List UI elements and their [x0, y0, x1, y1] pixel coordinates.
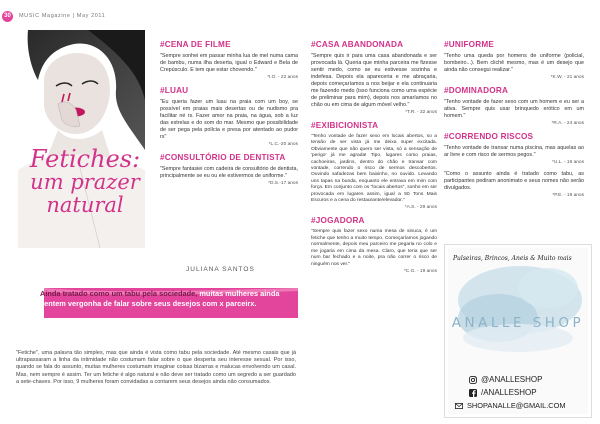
section-text-casa: "Sempre quis ir para uma casa abandonada e ser provocada lá. Queria que minha parceira me fizesse sentir medo, como se eu estivesse sozinha e indefesa. Depois ela apareceria e me abraçaria, depois começaríamos a nos beijar e ela continuaria me fazendo medo (isso funciona como uma espécie de preliminar para mim), depois nos amaríamos no chão ou em cima de algum móvel velho.": [311, 53, 437, 108]
section-heading-consultorio: #CONSULTÓRIO DE DENTISTA: [160, 153, 286, 162]
ad-instagram[interactable]: [469, 375, 542, 384]
ad-email[interactable]: [455, 401, 566, 410]
column-c: [444, 40, 584, 204]
section-text-correndo: "Tenho vontade de transar numa piscina, mas aquelas ao ar livre e com risco de sermos pegos.": [444, 145, 584, 158]
facebook-icon: [469, 389, 477, 397]
title-line-2: um prazer: [30, 170, 140, 194]
column-b: [311, 40, 437, 280]
title-line-3: natural: [46, 193, 124, 217]
section-heading-casa: #CASA ABANDONADA: [311, 40, 404, 49]
section-heading-cena: #CENA DE FILME: [160, 40, 231, 49]
section-heading-correndo: #CORRENDO RISCOS: [444, 132, 534, 141]
section-heading-exibicionista: #EXIBICIONISTA: [311, 121, 379, 130]
section-heading-luau: #LUAU: [160, 86, 189, 95]
section-cite-casa: *T.R. - 32 anos: [405, 110, 437, 115]
magazine-title: MUSIC Magazine | May 2011: [19, 13, 106, 19]
section-cite-cena: *I.O. - 22 anos: [267, 75, 298, 80]
section-cite-consultorio: *D.S.-17 anos: [268, 181, 298, 186]
ad-tagline: Pulseiras, Brincos, Aneis & Muito mais: [453, 255, 572, 262]
closing-cite: *P.E. - 19 anos: [552, 193, 584, 198]
ad-email-address: SHOPANALLE@GMAIL.COM: [467, 401, 566, 410]
advertisement: [444, 244, 592, 418]
section-text-uniforme: "Tenho uma queda por homens de uniforme (policial, bombeiro...). Bem clichê mesmo, mas é um desejo que ainda não consegui realizar.": [444, 53, 584, 73]
title-line-1: Fetiches:: [29, 145, 141, 173]
section-heading-dominadora: #DOMINADORA: [444, 86, 509, 95]
section-cite-jogadora: *C.G. - 19 anos: [403, 268, 437, 274]
author-name: JULIANA SANTOS: [186, 266, 255, 273]
intro-band-text: [40, 289, 298, 309]
article-title: [24, 145, 145, 217]
section-heading-uniforme: #UNIFORME: [444, 40, 495, 49]
section-heading-jogadora: #JOGADORA: [311, 216, 365, 226]
ad-instagram-handle: @ANALLESHOP: [481, 375, 543, 384]
email-icon: [455, 402, 463, 410]
instagram-icon: [469, 376, 477, 384]
section-text-exibicionista: "Tenho vontade de fazer sexo em locais abertos, so a tensão de ser vista já me deixa super excitada. Obviamente que não quero ser vista, só a sensação de 'perigo' já me agrada! Tipo, lugares como praias, cachoeiras, jardins, dentro do chão e transar com vontade, correndo o risco de sermos descobertos. Ouvindo safadezas bem baixinho, no ouvido. Levando uns tapas na bunda, enquanto ele entrava em mim com força. Em conjunto com os "locais abertos", sonho em ser provocada em lugares assim, igual a 50 Tons Mais Escuros e a cena do restaurante/elevador.": [311, 134, 437, 204]
section-text-cena: "Sempre sonhei em passar minha lua de mel numa cama de bambu, numa ilha deserta, igual o Edward e Bela de Crepúsculo. E tem que estar chovendo.": [160, 53, 298, 73]
ad-facebook-handle: /ANALLESHOP: [481, 388, 537, 397]
intro-band-part2: muitas mulheres ainda sentem vergonha de falar sobre seus desejos com x parceirx.: [40, 289, 280, 308]
intro-band-part1: Ainda tratado como um tabu pela sociedade,: [40, 289, 198, 298]
section-cite-uniforme: *K.W. - 21 anos: [550, 75, 584, 80]
section-text-dominadora: "Tenho vontade de fazer sexo com um homem e eu ser a ativa. Sempre quis usar brinquedo erótico em um homem.": [444, 99, 584, 119]
section-cite-luau: *L.C.-20 anos: [268, 142, 298, 147]
column-a: [160, 40, 298, 192]
intro-paragraph: "Fetiche", uma palavra tão simples, mas que ainda é vista como tabu pela sociedade. Até mesmo casais que já ultrapassaram a linha da intimidade não costumam falar sobre o que desperta seu interesse sexual. Por isso, quando se fala do assunto, muitas mulheres costumam imaginar coisas bizarras e malucas envolvendo um casal. Mas, nem sempre é assim. Ter um fetiche é algo natural e não deve ser tratado como um segredo a ser guardado a sete-chaves. Por isso, 9 mulheres foram convidadas a contarem seus desejos ainda não consumados.: [16, 350, 296, 385]
page-header: [2, 10, 105, 22]
section-text-consultorio: "Sempre fantasiei com cadeira de consultório de dentista, principalmente se eu ou ele estivermos de uniforme.": [160, 166, 298, 179]
section-text-luau: "Eu queria fazer um luau na praia com um boy, se possível em praias mais desertas ou de nudismo pra facilitar né rs. Fazer amor na praia, na água, sob a luz das estrelas e do som do mar. Mesmo que possibilidade de ser pega pela polícia e presa por atentado ao pudor rs": [160, 99, 298, 140]
ad-brand: ANALLE SHOP: [451, 315, 585, 331]
section-text-jogadora: "Sempre quis fazer sexo numa mesa de sinuca, é um fetiche que tenho a muito tempo. Começaríamos jogando normalmente, depois meu parceiro me pegaria no colo e me jogaria em cima da mesa. Claro, que teria que ser num bar fechado e a noite, pra não correr o risco de ninguém nos ver.": [311, 229, 437, 267]
section-cite-dominadora: *R.A. - 24 anos: [551, 121, 584, 126]
ad-facebook[interactable]: [469, 388, 537, 397]
closing-text: "Como o assunto ainda é tratado como tabu, as participantes pediram anonimato e seus nomes não serão divulgados.: [444, 171, 584, 191]
article-photo: [18, 30, 145, 248]
section-cite-exibicionista: *A.S. - 29 anos: [404, 205, 437, 211]
page-number: 30: [2, 11, 13, 22]
section-cite-correndo: *U.L. - 16 anos: [552, 160, 584, 165]
